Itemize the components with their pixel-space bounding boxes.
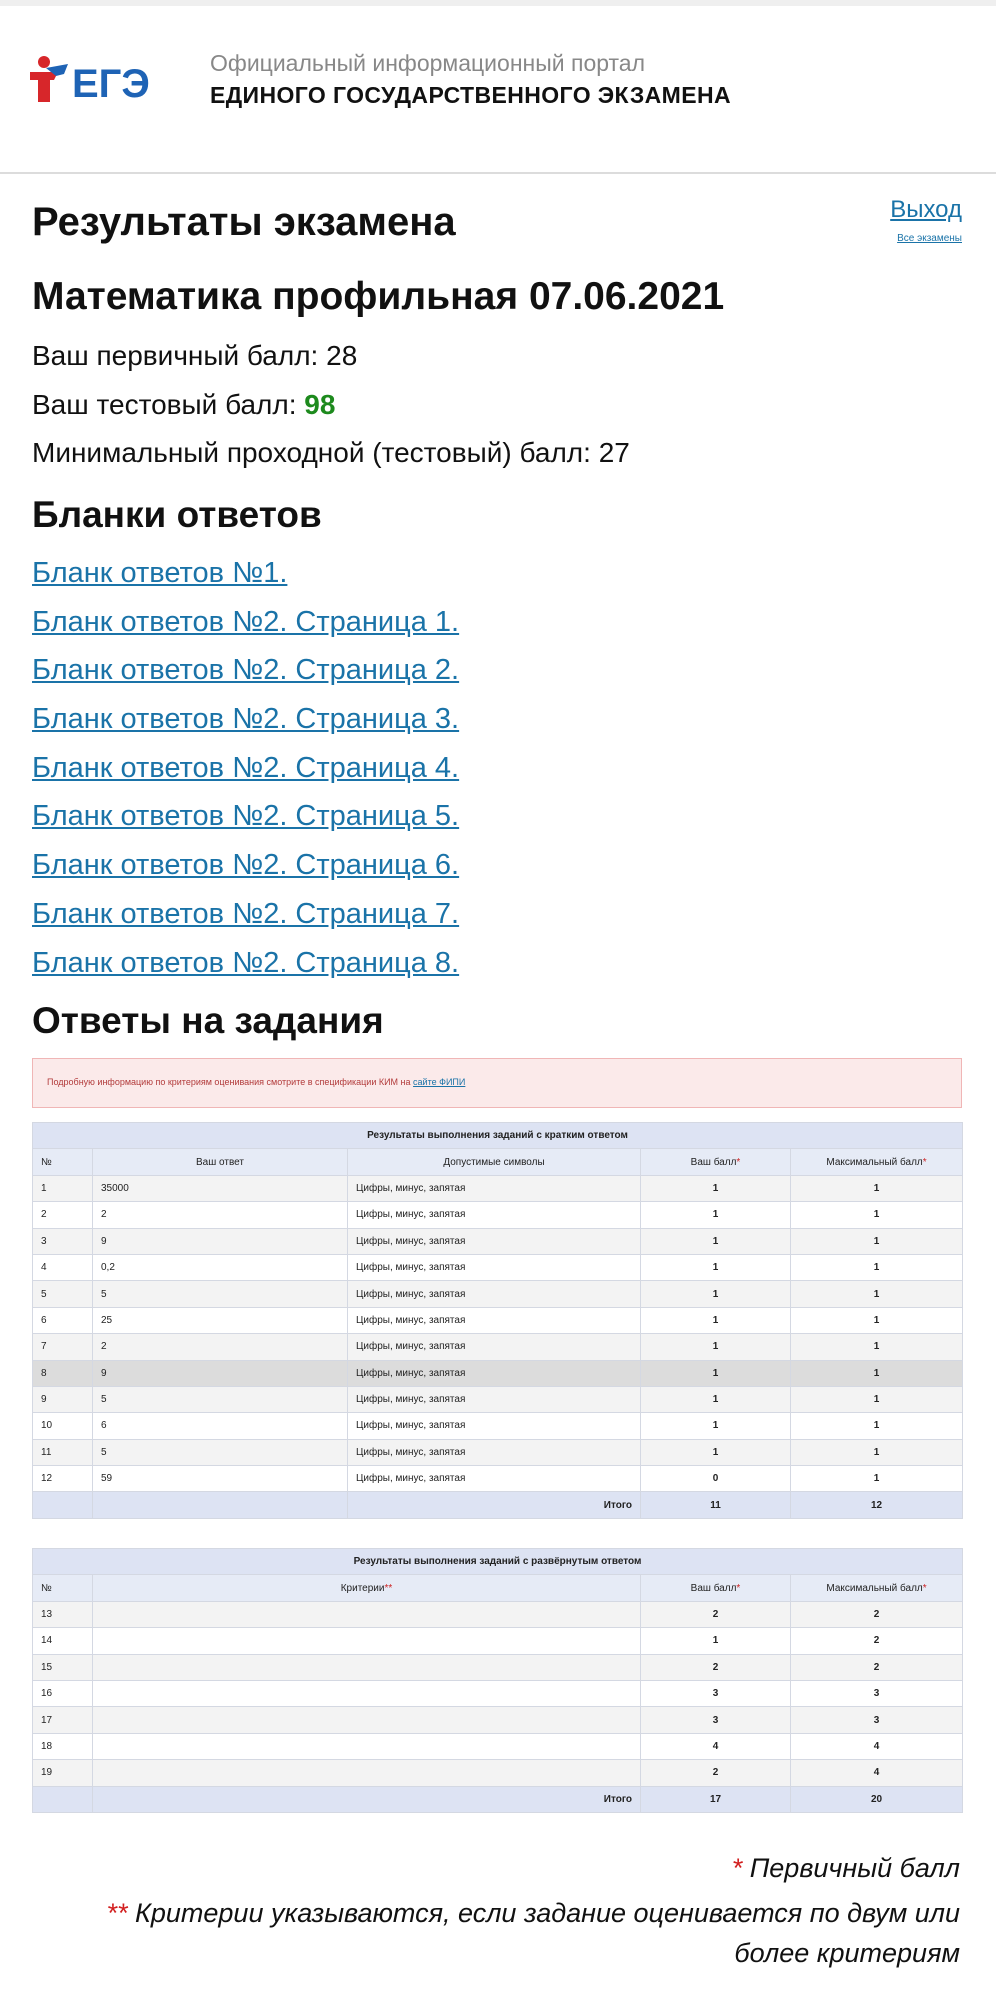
row-criteria	[93, 1654, 641, 1680]
row-criteria	[93, 1680, 641, 1706]
row-max: 1	[791, 1439, 963, 1465]
blanks-heading: Бланки ответов	[32, 494, 322, 535]
footnote-criteria	[30, 1893, 960, 1973]
min-score-label: Минимальный проходной (тестовый) балл:	[32, 437, 591, 468]
row-max: 1	[791, 1307, 963, 1333]
row-answer: 0,2	[93, 1254, 348, 1280]
required-star: *	[736, 1156, 741, 1168]
col-max-label: Максимальный балл	[826, 1156, 923, 1168]
row-num: 15	[33, 1654, 93, 1680]
primary-score-value: 28	[326, 340, 358, 371]
row-score: 1	[641, 1175, 791, 1201]
blank-link[interactable]: Бланк ответов №2. Страница 5.	[32, 800, 460, 833]
row-symbols: Цифры, минус, запятая	[348, 1307, 641, 1333]
table-row	[33, 1466, 963, 1492]
row-num: 12	[33, 1466, 93, 1492]
row-symbols: Цифры, минус, запятая	[348, 1386, 641, 1412]
min-score-value: 27	[598, 437, 630, 468]
total-label: Итого	[93, 1786, 641, 1812]
ege-logo[interactable]	[28, 52, 168, 106]
table-row	[33, 1228, 963, 1254]
row-answer: 2	[93, 1334, 348, 1360]
page-title: Результаты экзамена	[32, 200, 456, 244]
portal-title: ЕДИНОГО ГОСУДАРСТВЕННОГО ЭКЗАМЕНА	[210, 82, 731, 108]
row-criteria	[93, 1628, 641, 1654]
row-answer: 9	[93, 1360, 348, 1386]
row-max: 1	[791, 1413, 963, 1439]
logout-link[interactable]: Выход	[890, 196, 962, 223]
col-score	[641, 1575, 791, 1601]
row-answer: 35000	[93, 1175, 348, 1201]
row-num: 7	[33, 1334, 93, 1360]
row-max: 4	[791, 1760, 963, 1786]
row-symbols: Цифры, минус, запятая	[348, 1281, 641, 1307]
table-row	[33, 1334, 963, 1360]
row-symbols: Цифры, минус, запятая	[348, 1334, 641, 1360]
row-score: 4	[641, 1733, 791, 1759]
row-symbols: Цифры, минус, запятая	[348, 1439, 641, 1465]
row-symbols: Цифры, минус, запятая	[348, 1175, 641, 1201]
site-header	[0, 0, 996, 174]
blank-link[interactable]: Бланк ответов №1.	[32, 557, 288, 589]
min-score-line	[32, 437, 630, 469]
table-row	[33, 1760, 963, 1786]
col-score-label: Ваш балл	[690, 1582, 737, 1594]
total-score: 11	[641, 1492, 791, 1518]
row-symbols: Цифры, минус, запятая	[348, 1254, 641, 1280]
col-num: №	[33, 1575, 93, 1601]
row-symbols: Цифры, минус, запятая	[348, 1360, 641, 1386]
criteria-notice	[32, 1058, 962, 1108]
table-row	[33, 1439, 963, 1465]
footnote-criteria-text: Критерии указываются, если задание оценивается по двум или более критериям	[134, 1898, 960, 1968]
portal-subtitle: Официальный информационный портал	[210, 50, 646, 76]
row-max: 2	[791, 1628, 963, 1654]
row-num: 14	[33, 1628, 93, 1654]
row-max: 1	[791, 1281, 963, 1307]
row-criteria	[93, 1707, 641, 1733]
blank-link[interactable]: Бланк ответов №2. Страница 1.	[32, 605, 460, 638]
col-criteria-label: Критерии	[340, 1582, 385, 1594]
row-symbols: Цифры, минус, запятая	[348, 1202, 641, 1228]
row-max: 2	[791, 1601, 963, 1627]
col-criteria	[93, 1575, 641, 1601]
row-max: 1	[791, 1202, 963, 1228]
short-answer-table	[32, 1122, 963, 1519]
row-criteria	[93, 1733, 641, 1759]
row-score: 1	[641, 1413, 791, 1439]
row-num: 18	[33, 1733, 93, 1759]
row-score: 1	[641, 1360, 791, 1386]
row-score: 2	[641, 1760, 791, 1786]
row-answer: 2	[93, 1202, 348, 1228]
row-max: 1	[791, 1175, 963, 1201]
row-num: 17	[33, 1707, 93, 1733]
row-score: 1	[641, 1307, 791, 1333]
row-score: 3	[641, 1680, 791, 1706]
blank-link[interactable]: Бланк ответов №2. Страница 8.	[32, 946, 460, 979]
table-row	[33, 1601, 963, 1627]
row-max: 1	[791, 1228, 963, 1254]
row-score: 1	[641, 1628, 791, 1654]
row-score: 1	[641, 1439, 791, 1465]
table-title: Результаты выполнения заданий с кратким ответом	[33, 1123, 963, 1149]
table-row	[33, 1386, 963, 1412]
criteria-star: **	[384, 1582, 393, 1594]
row-num: 13	[33, 1601, 93, 1627]
long-answer-table	[32, 1548, 963, 1813]
blank-link[interactable]: Бланк ответов №2. Страница 6.	[32, 849, 460, 882]
row-max: 3	[791, 1707, 963, 1733]
row-answer: 25	[93, 1307, 348, 1333]
blank-link[interactable]: Бланк ответов №2. Страница 7.	[32, 897, 460, 930]
row-score: 1	[641, 1281, 791, 1307]
row-score: 1	[641, 1254, 791, 1280]
row-max: 1	[791, 1360, 963, 1386]
footnote-double-star: **	[106, 1898, 128, 1928]
row-num: 3	[33, 1228, 93, 1254]
row-score: 1	[641, 1228, 791, 1254]
col-score-label: Ваш балл	[690, 1156, 737, 1168]
table-row	[33, 1628, 963, 1654]
row-num: 2	[33, 1202, 93, 1228]
row-symbols: Цифры, минус, запятая	[348, 1228, 641, 1254]
row-max: 4	[791, 1733, 963, 1759]
row-max: 1	[791, 1254, 963, 1280]
footnote-primary	[732, 1853, 960, 1884]
row-answer: 6	[93, 1413, 348, 1439]
table-row	[33, 1281, 963, 1307]
primary-score-line	[32, 340, 357, 372]
row-max: 2	[791, 1654, 963, 1680]
row-num: 16	[33, 1680, 93, 1706]
table-row	[33, 1202, 963, 1228]
total-label: Итого	[348, 1492, 641, 1518]
row-num: 19	[33, 1760, 93, 1786]
required-star: *	[922, 1582, 927, 1594]
row-num: 10	[33, 1413, 93, 1439]
row-answer: 5	[93, 1281, 348, 1307]
row-max: 1	[791, 1386, 963, 1412]
table-row	[33, 1307, 963, 1333]
row-num: 11	[33, 1439, 93, 1465]
row-answer: 5	[93, 1386, 348, 1412]
logo-text: ЕГЭ	[72, 62, 150, 106]
row-answer: 5	[93, 1439, 348, 1465]
table-row	[33, 1175, 963, 1201]
col-max	[791, 1149, 963, 1175]
fipi-link[interactable]: сайте ФИПИ	[413, 1077, 466, 1087]
row-symbols: Цифры, минус, запятая	[348, 1413, 641, 1439]
footnote-star: *	[731, 1853, 743, 1883]
test-score-label: Ваш тестовый балл:	[32, 389, 297, 420]
table-title: Результаты выполнения заданий с развёрнутым ответом	[33, 1549, 963, 1575]
row-num: 1	[33, 1175, 93, 1201]
row-criteria	[93, 1760, 641, 1786]
table-row	[33, 1254, 963, 1280]
ege-logo-icon	[28, 52, 168, 106]
required-star: *	[736, 1582, 741, 1594]
row-num: 4	[33, 1254, 93, 1280]
row-answer: 9	[93, 1228, 348, 1254]
blank-link[interactable]: Бланк ответов №2. Страница 4.	[32, 751, 460, 784]
answers-heading: Ответы на задания	[32, 1000, 384, 1041]
row-answer: 59	[93, 1466, 348, 1492]
col-score	[641, 1149, 791, 1175]
blank-link[interactable]: Бланк ответов №2. Страница 3.	[32, 703, 460, 736]
test-score-line	[32, 389, 335, 421]
row-symbols: Цифры, минус, запятая	[348, 1466, 641, 1492]
table-row	[33, 1733, 963, 1759]
row-max: 3	[791, 1680, 963, 1706]
table-row	[33, 1413, 963, 1439]
col-num: №	[33, 1149, 93, 1175]
exam-subject: Математика профильная 07.06.2021	[32, 275, 725, 318]
footnote-primary-text: Первичный балл	[749, 1853, 960, 1883]
table-row	[33, 1707, 963, 1733]
row-num: 8	[33, 1360, 93, 1386]
all-exams-link[interactable]: Все экзамены	[897, 233, 962, 244]
total-score: 17	[641, 1786, 791, 1812]
table-row	[33, 1360, 963, 1386]
row-max: 1	[791, 1334, 963, 1360]
notice-text: Подробную информацию по критериям оценивания смотрите в спецификации КИМ на	[47, 1077, 411, 1087]
blank-link[interactable]: Бланк ответов №2. Страница 2.	[32, 654, 460, 687]
row-score: 1	[641, 1386, 791, 1412]
row-score: 1	[641, 1334, 791, 1360]
row-num: 9	[33, 1386, 93, 1412]
row-score: 1	[641, 1202, 791, 1228]
top-border	[0, 0, 996, 6]
total-max: 12	[791, 1492, 963, 1518]
total-max: 20	[791, 1786, 963, 1812]
col-max-label: Максимальный балл	[826, 1582, 923, 1594]
row-num: 5	[33, 1281, 93, 1307]
row-num: 6	[33, 1307, 93, 1333]
col-max	[791, 1575, 963, 1601]
test-score-value: 98	[304, 389, 336, 420]
blank-links-list	[32, 555, 459, 993]
table-row	[33, 1680, 963, 1706]
row-max: 1	[791, 1466, 963, 1492]
row-score: 3	[641, 1707, 791, 1733]
required-star: *	[922, 1156, 927, 1168]
row-score: 2	[641, 1601, 791, 1627]
col-answer: Ваш ответ	[93, 1149, 348, 1175]
col-symbols: Допустимые символы	[348, 1149, 641, 1175]
row-score: 2	[641, 1654, 791, 1680]
row-criteria	[93, 1601, 641, 1627]
row-score: 0	[641, 1466, 791, 1492]
primary-score-label: Ваш первичный балл:	[32, 340, 319, 371]
table-row	[33, 1654, 963, 1680]
